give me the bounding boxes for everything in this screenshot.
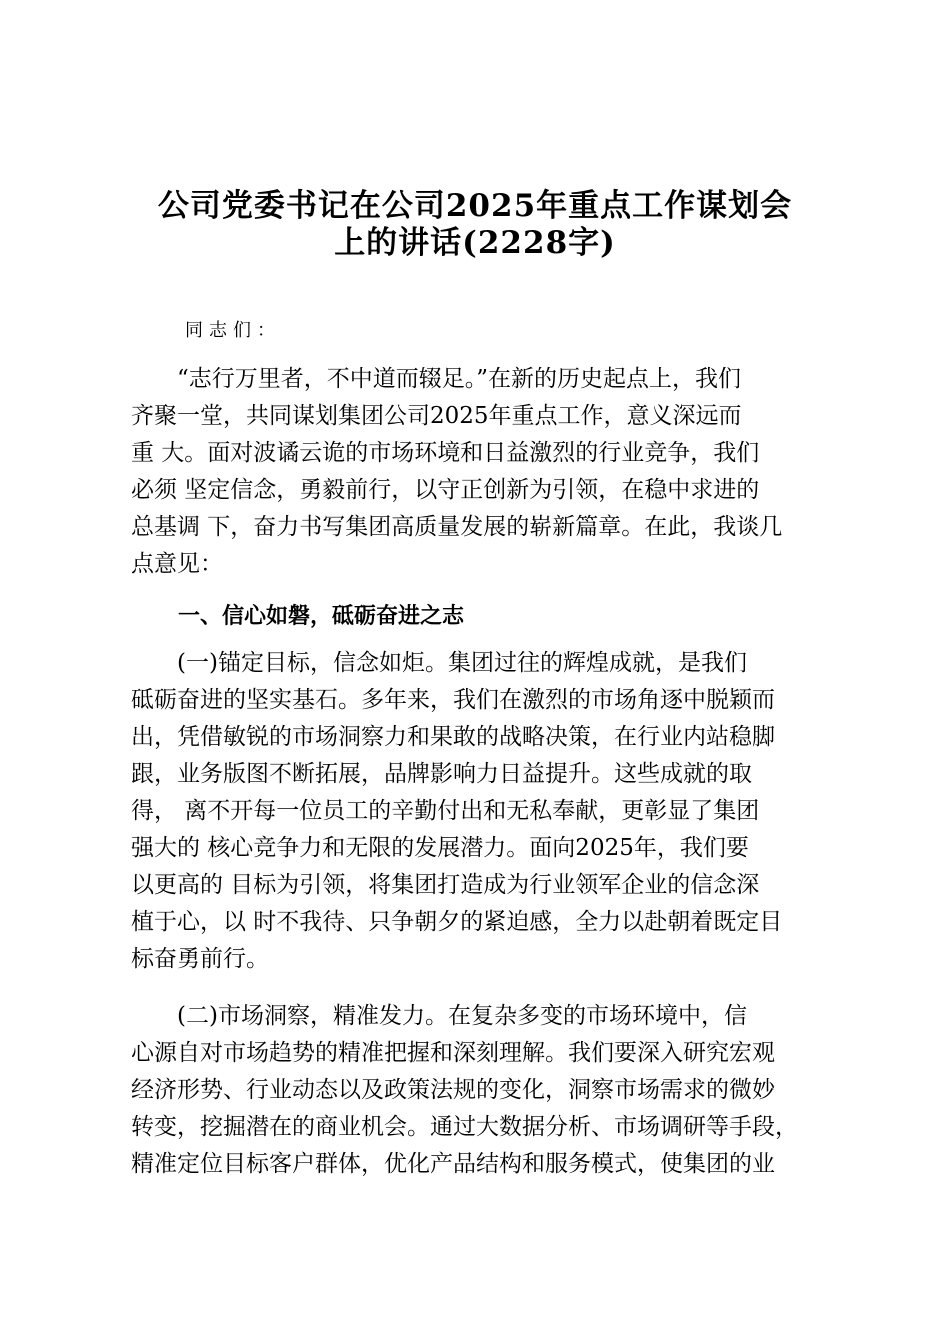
paragraph-line: 植于心，以 时不我待、只争朝夕的紧迫感，全力以赴朝着既定目 bbox=[131, 909, 783, 935]
paragraph-market bbox=[131, 998, 831, 1183]
paragraph-line: 得， 离不开每一位员工的辛勤付出和无私奉献，更彰显了集团 bbox=[131, 798, 760, 824]
paragraph-line: 跟，业务版图不断拓展，品牌影响力日益提升。这些成就的取 bbox=[131, 761, 752, 787]
paragraph-intro bbox=[131, 361, 831, 583]
paragraph-line: “志行万里者，不中道而辍足。”在新的历史起点上，我们 bbox=[131, 366, 742, 392]
paragraph-line: 心源自对市场趋势的精准把握和深刻理解。我们要深入研究宏观 bbox=[131, 1040, 775, 1066]
paragraph-line: (二)市场洞察，精准发力。在复杂多变的市场环境中，信 bbox=[131, 1003, 747, 1029]
paragraph-line: 点意见： bbox=[131, 551, 223, 577]
paragraph-line: 砥砺奋进的坚实基石。多年来，我们在激烈的市场角逐中脱颖而 bbox=[131, 687, 775, 713]
title-line-1: 公司党委书记在公司2025年重点工作谋划会 bbox=[157, 188, 793, 224]
section-heading-1: 一、信心如磐，砥砺奋进之志 bbox=[178, 604, 465, 629]
paragraph-line: 重 大。面对波谲云诡的市场环境和日益激烈的行业竞争，我们 bbox=[131, 440, 760, 466]
paragraph-line: 经济形势、行业动态以及政策法规的变化，洞察市场需求的微妙 bbox=[131, 1077, 775, 1103]
paragraph-line: (一)锚定目标，信念如炬。集团过往的辉煌成就，是我们 bbox=[131, 650, 747, 676]
paragraph-line: 标奋勇前行。 bbox=[131, 946, 269, 972]
document-title bbox=[100, 188, 850, 262]
paragraph-line: 齐聚一堂，共同谋划集团公司2025年重点工作，意义深远而 bbox=[131, 403, 742, 429]
title-line-2: 上的讲话(2228字) bbox=[334, 225, 616, 261]
paragraph-line: 总基调 下，奋力书写集团高质量发展的崭新篇章。在此，我谈几 bbox=[131, 514, 783, 540]
paragraph-line: 强大的 核心竞争力和无限的发展潜力。面向2025年，我们要 bbox=[131, 835, 749, 861]
paragraph-line: 转变，挖掘潜在的商业机会。通过大数据分析、市场调研等手段， bbox=[131, 1114, 798, 1140]
paragraph-line: 以更高的 目标为引领，将集团打造成为行业领军企业的信念深 bbox=[131, 872, 760, 898]
paragraph-line: 出，凭借敏锐的市场洞察力和果敢的战略决策，在行业内站稳脚 bbox=[131, 724, 775, 750]
paragraph-line: 精准定位目标客户群体，优化产品结构和服务模式，使集团的业 bbox=[131, 1151, 775, 1177]
salutation: 同志们： bbox=[185, 320, 281, 341]
paragraph-goal bbox=[131, 645, 831, 978]
paragraph-line: 必须 坚定信念，勇毅前行，以守正创新为引领，在稳中求进的 bbox=[131, 477, 760, 503]
